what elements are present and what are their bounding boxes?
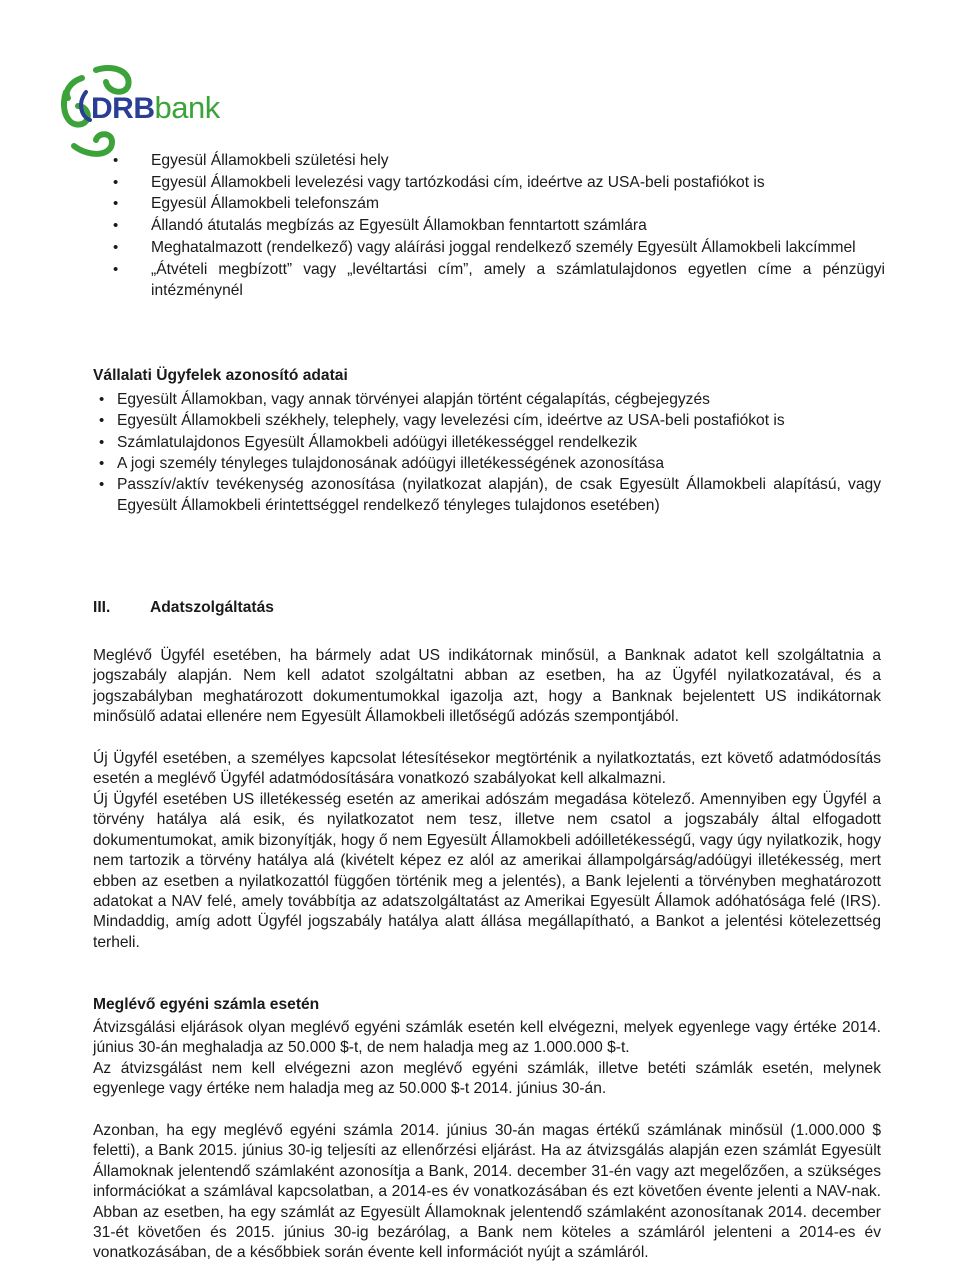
list-item: • Állandó átutalás megbízás az Egyesült Államokban fenntartott számlára [110, 215, 885, 237]
section-title: Vállalati Ügyfelek azonosító adatai [93, 367, 348, 384]
list-item: • Egyesül Államokbeli levelezési vagy tartózkodási cím, ideértve az USA-beli postafiókot is [110, 172, 885, 194]
list-item: • Passzív/aktív tevékenység azonosítása (nyilatkozat alapján), de csak Egyesült Államokbeli alapítású, vagy Egyesült Államokbeli érintettséggel rendelkező tényleges tulajdonos esetében) [93, 474, 881, 517]
chapter-title: Adatszolgáltatás [150, 599, 274, 616]
paragraph: Azonban, ha egy meglévő egyéni számla 2014. június 30-án magas értékű számlának minősül (1.000.000 $ feletti), a Bank 2015. június 30-ig teljesíti az ellenőrzési eljárást. Ha az átvizsgálás alapján ezen számlát Egyesült Államoknak jelentendő számlaként azonosítja a Bank, 2014. december 31-én vagy azt megelőzően, a szükséges információkat a számlával kapcsolatban, a 2014-es év vonatkozásában és ezt követően évente jelenti a NAV-nak. Abban az esetben, ha egy számlát az Egyesült Államoknak jelentendő számlaként azonosítanak 2014. december 31-ét követően és 2015. június 30-ig bezárólag, a Bank nem köteles a számláról jelenteni a 2014-es év vonatkozásában, de a későbbiek során évente kell információt nyújt a számláról. [93, 1122, 881, 1262]
chapter-heading [93, 599, 274, 617]
paragraph: Új Ügyfél esetében US illetékesség esetén az amerikai adószám megadása kötelező. Amennyiben egy Ügyfél a törvény hatálya alá esik, és nyilatkozatot nem tesz, illetve nem csatol a jogszabály által elfogadott dokumentumokat, amik bizonyítják, hogy ő nem Egyesült Államokbeli adóilletékességű, vagy úgy nyilatkozik, hogy nem tartozik a törvény hatálya alá (kivételt képez ez alól az amerikai állampolgárság/adóügyi illetékesség, mert ebben az esetben a nyilatkozattól függően történik meg a jelentés), a Bank lejelenti a törvényben meghatározott adatokat a NAV felé, amely továbbítja az adatszolgáltatást az Amerikai Egyesült Államok adóhatósága felé (IRS). Mindaddig, amíg adott Ügyfél jogszabály hatálya alatt állása megállapítható, a Bankot a jelentési kötelezettség terheli. [93, 791, 881, 951]
us-indicator-list-individual [110, 150, 885, 302]
paragraph: Átvizsgálási eljárások olyan meglévő egyéni számlák esetén kell elvégezni, melyek egyenlege vagy értéke 2014. június 30-án meghaladja az 50.000 $-t, de nem haladja meg az 1.000.000 $-t. [93, 1019, 881, 1057]
list-item-text: Egyesült Államokbeli székhely, telephely, vagy levelezési cím, ideértve az USA-beli postafiókot is [117, 412, 785, 430]
paragraph: Az átvizsgálást nem kell elvégezni azon meglévő egyéni számlák, illetve betéti számlák esetén, melynek egyenlege vagy értéke nem haladja meg az 50.000 $-t 2014. június 30-án. [93, 1060, 881, 1098]
chapter-number: III. [93, 599, 111, 616]
us-indicator-list-corporate [93, 389, 881, 517]
subsection-title: Meglévő egyéni számla esetén [93, 996, 320, 1013]
list-item: • „Átvételi megbízott” vagy „levéltartási cím”, amely a számlatulajdonos egyetlen címe a pénzügyi intézménynél [110, 259, 885, 302]
list-item: • Egyesült Államokban, vagy annak törvényei alapján történt cégalapítás, cégbejegyzés [93, 389, 881, 410]
list-item [93, 410, 881, 431]
list-item: • Egyesül Államokbeli születési hely [110, 150, 885, 172]
list-item: • Meghatalmazott (rendelkező) vagy aláírási joggal rendelkező személy Egyesült Államokbeli lakcímmel [110, 237, 885, 259]
paragraph: Meglévő Ügyfél esetében, ha bármely adat US indikátornak minősül, a Banknak adatot kell szolgáltatnia a jogszabály alapján. Nem kell adatot szolgáltatni abban az esetben, ha az Ügyfél nyilatkozatával, és a jogszabályban meghatározott dokumentumokkal igazolja azt, hogy a Banknak bejelentett US indikátornak minősülő adatai ellenére nem Egyesült Államokbeli illetőségű adózás szempontjából. [93, 647, 881, 726]
list-item: • Számlatulajdonos Egyesült Államokbeli adóügyi illetékességgel rendelkezik [93, 432, 881, 453]
list-item: • A jogi személy tényleges tulajdonosának adóügyi illetékességének azonosítása [93, 453, 881, 474]
paragraph: Új Ügyfél esetében, a személyes kapcsolat létesítésekor megtörténik a nyilatkoztatás, ezt követő adatmódosítás esetén a meglévő Ügyfél adatmódosítására vonatkozó szabályokat kell alkalmazni. [93, 750, 881, 788]
logo-wordmark-drb: DRB [91, 92, 155, 125]
logo-wordmark [91, 90, 220, 126]
list-item: • Egyesül Államokbeli telefonszám [110, 193, 885, 215]
logo-wordmark-bank: bank [154, 90, 220, 125]
